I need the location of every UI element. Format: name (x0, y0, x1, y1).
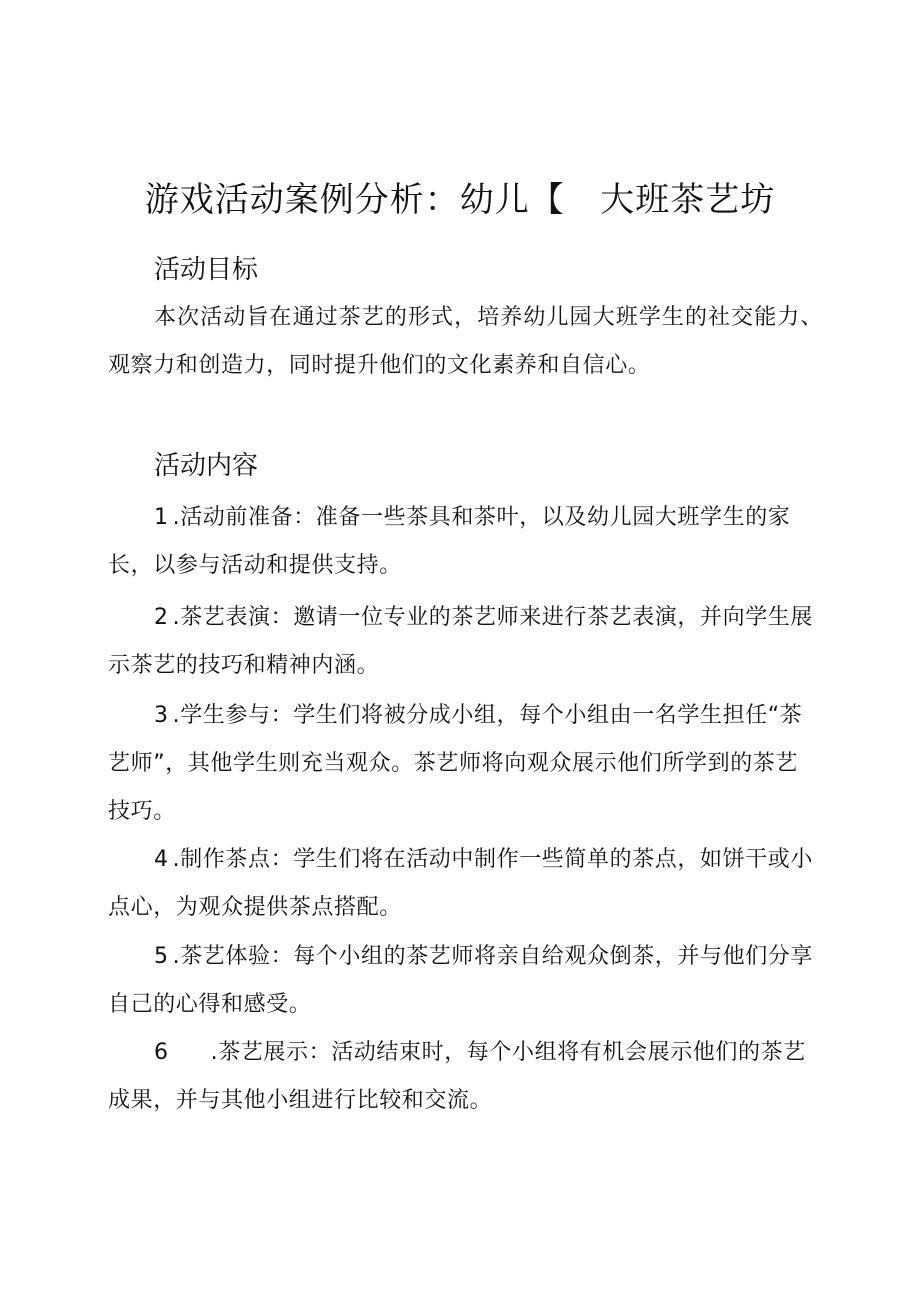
list-item-number: 1 (154, 505, 169, 530)
list-item-number: 3 (154, 703, 169, 728)
list-item-text: .活动前准备：准备一些茶具和茶叶，以及幼儿园大班学生的家长，以参与活动和提供支持。 (108, 505, 791, 578)
section-heading-goals: 活动目标 (154, 255, 259, 285)
list-item-text: .茶艺展示：活动结束时，每个小组将有机会展示他们的茶艺成果，并与其他小组进行比较和交流。 (108, 1040, 806, 1113)
list-item (108, 494, 820, 590)
list-item-number: 4 (154, 847, 169, 872)
list-item-text: .制作茶点：学生们将在活动中制作一些简单的茶点，如饼干或小点心，为观众提供茶点搭配。 (108, 847, 814, 920)
list-item (108, 1029, 820, 1125)
section-heading-content: 活动内容 (154, 451, 259, 481)
list-item-number: 5 (154, 944, 169, 969)
list-item (108, 692, 820, 836)
goals-paragraph: 本次活动旨在通过茶艺的形式，培养幼儿园大班学生的社交能力、观察力和创造力，同时提升他们的文化素养和自信心。 (108, 305, 823, 378)
list-item (108, 933, 820, 1029)
document-title: 游戏活动案例分析：幼儿【 大班茶艺坊 (144, 180, 776, 220)
list-item-number: 2 (154, 605, 169, 630)
list-item (108, 594, 820, 690)
list-item-text: .茶艺体验：每个小组的茶艺师将亲自给观众倒茶，并与他们分享自己的心得和感受。 (108, 944, 814, 1017)
list-item (108, 836, 820, 932)
list-item-text: .学生参与：学生们将被分成小组，每个小组由一名学生担任“茶艺师”，其他学生则充当观众。茶艺师将向观众展示他们所学到的茶艺技巧。 (108, 703, 803, 824)
list-item-number: 6 (154, 1040, 169, 1065)
list-item-text: .茶艺表演：邀请一位专业的茶艺师来进行茶艺表演，并向学生展示茶艺的技巧和精神内涵。 (108, 605, 814, 678)
